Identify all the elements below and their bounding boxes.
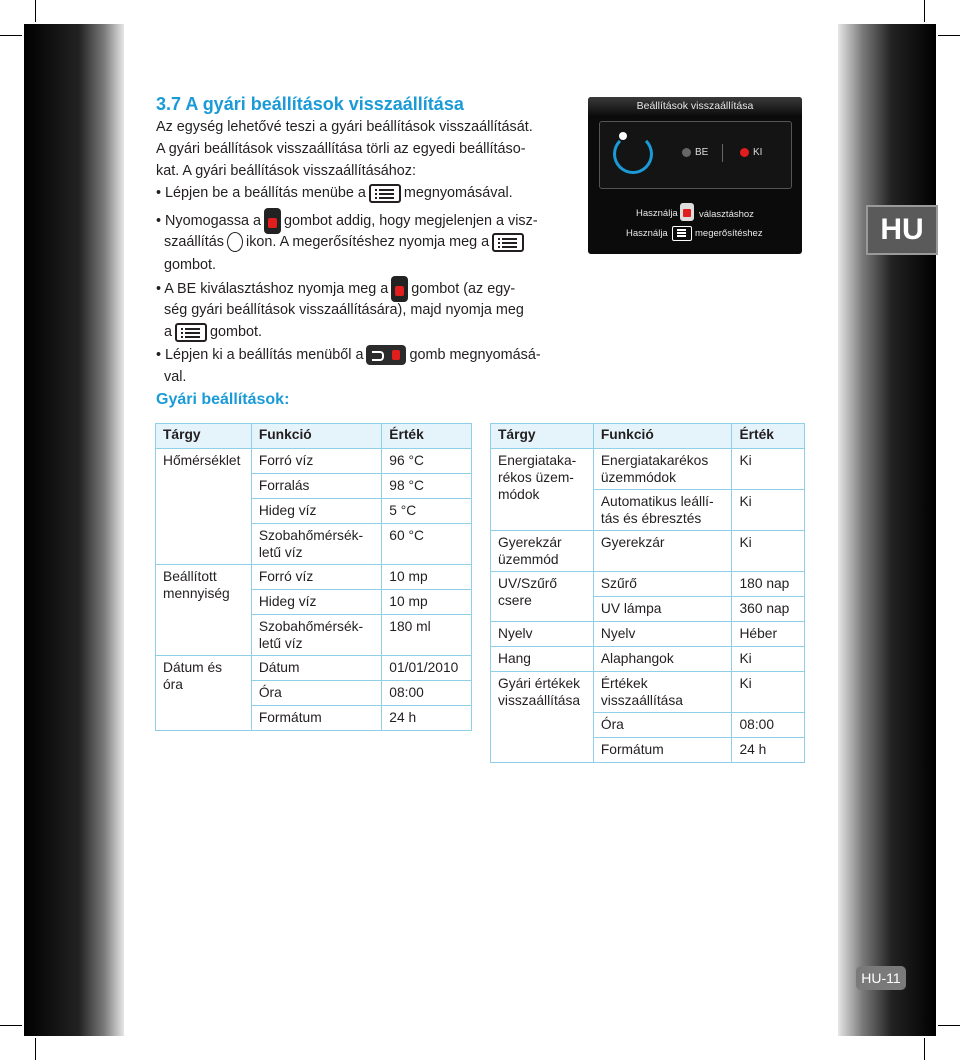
cell-subject: Gyerekzár üzemmód <box>491 531 594 572</box>
header-subject: Tárgy <box>156 424 252 449</box>
header-function: Funkció <box>593 424 732 449</box>
table-row <box>156 656 472 681</box>
header-subject: Tárgy <box>491 424 594 449</box>
cell-function: Formátum <box>593 738 732 763</box>
cell-function: Forralás <box>251 474 381 499</box>
crop-mark <box>35 0 36 22</box>
hint-select-suffix: választáshoz <box>699 209 754 220</box>
cell-subject: UV/Szűrő csere <box>491 572 594 622</box>
cell-value: 24 h <box>382 706 472 731</box>
table-row <box>491 622 805 647</box>
menu-list-icon <box>492 233 524 252</box>
table-row <box>156 565 472 590</box>
header-function: Funkció <box>251 424 381 449</box>
cell-function: Dátum <box>251 656 381 681</box>
crop-mark <box>0 1025 22 1026</box>
cell-function: Energiatakarékos üzemmódok <box>593 449 732 490</box>
divider <box>722 144 723 162</box>
cell-subject: Beállított mennyiség <box>156 565 252 656</box>
cell-function: Szűrő <box>593 572 732 597</box>
crop-mark <box>938 35 960 36</box>
cell-value: 08:00 <box>732 713 805 738</box>
cell-function: Automatikus leállí- tás és ébresztés <box>593 490 732 531</box>
step-text: ikon. A megerősítéshez nyomja meg a <box>246 234 490 250</box>
hint-select-prefix: Használja <box>636 208 678 219</box>
cell-function: Szobahőmérsék- letű víz <box>251 524 381 565</box>
factory-settings-table-right <box>490 423 805 763</box>
cell-function: Szobahőmérsék- letű víz <box>251 615 381 656</box>
menu-list-icon <box>369 184 401 203</box>
step-text: megnyomásával. <box>403 185 513 201</box>
intro-line-2: A gyári beállítások visszaállítása törli az egyedi beállításo- <box>156 141 526 157</box>
table-row <box>491 647 805 672</box>
cell-subject: Energiataka- rékos üzem- módok <box>491 449 594 531</box>
menu-list-icon <box>175 323 207 342</box>
cell-subject: Nyelv <box>491 622 594 647</box>
cell-function: Hideg víz <box>251 590 381 615</box>
cell-value: 180 nap <box>732 572 805 597</box>
step-text: a <box>164 324 173 340</box>
cell-value: Ki <box>732 672 805 713</box>
step-text: szaállítás <box>164 234 224 250</box>
screen-title: Beállítások visszaállítása <box>588 97 802 115</box>
cell-subject: Gyári értékek visszaállítása <box>491 672 594 763</box>
power-button-icon <box>680 203 694 221</box>
step-text: • Lépjen be a beállítás menübe a <box>156 185 366 201</box>
step-1 <box>156 182 513 204</box>
cell-value: 5 °C <box>382 499 472 524</box>
cell-value: 60 °C <box>382 524 472 565</box>
step-2-end: gombot. <box>164 257 216 273</box>
step-text: gombot. <box>210 324 263 340</box>
table-row <box>491 449 805 490</box>
page-number: HU-11 <box>856 966 906 990</box>
intro-line-1: Az egység lehetővé teszi a gyári beállítások visszaállítását. <box>156 119 533 135</box>
cell-value: 360 nap <box>732 597 805 622</box>
header-value: Érték <box>382 424 472 449</box>
cell-value: 10 mp <box>382 590 472 615</box>
cell-value: 08:00 <box>382 681 472 706</box>
cell-value: Ki <box>732 647 805 672</box>
hint-confirm-suffix: megerősítéshez <box>695 228 763 239</box>
table-row <box>491 672 805 713</box>
step-3-end <box>164 321 262 343</box>
intro-line-3: kat. A gyári beállítások visszaállításához: <box>156 163 416 179</box>
step-2-cont <box>164 231 527 253</box>
cell-function: Formátum <box>251 706 381 731</box>
menu-list-icon <box>672 226 692 241</box>
on-label: BE <box>695 147 709 158</box>
cell-subject: Hang <box>491 647 594 672</box>
step-4 <box>156 344 541 366</box>
section-title: 3.7 A gyári beállítások visszaállítása <box>156 94 464 114</box>
table-row <box>156 449 472 474</box>
step-text: • Nyomogassa a <box>156 212 262 229</box>
step-text: gombot addig, hogy megjelenjen a visz- <box>284 212 538 229</box>
header-value: Érték <box>732 424 805 449</box>
reset-arc-icon <box>613 134 653 174</box>
table-row <box>491 572 805 597</box>
right-side-bar <box>838 24 936 1036</box>
factory-settings-table-left <box>155 423 472 731</box>
off-indicator-icon <box>740 148 749 157</box>
back-lock-icon <box>366 345 406 365</box>
cell-value: Ki <box>732 490 805 531</box>
table-row <box>491 531 805 572</box>
cell-function: Értékek visszaállítása <box>593 672 732 713</box>
step-text: gomb megnyomásá- <box>409 347 541 363</box>
on-indicator-icon <box>682 148 691 157</box>
step-3-cont: ség gyári beállítások visszaállítására), majd nyomja meg <box>164 302 524 318</box>
cell-function: Nyelv <box>593 622 732 647</box>
cell-function: Forró víz <box>251 449 381 474</box>
off-label: KI <box>753 147 763 158</box>
cell-subject: Hőmérséklet <box>156 449 252 565</box>
crop-mark <box>924 1038 925 1060</box>
step-4-end: val. <box>164 369 187 385</box>
reset-dot-icon <box>619 132 627 140</box>
step-text: • Lépjen ki a beállítás menüből a <box>156 347 364 363</box>
cell-value: 01/01/2010 <box>382 656 472 681</box>
crop-mark <box>35 1038 36 1060</box>
left-side-bar <box>24 24 124 1036</box>
screen-selector <box>599 121 792 189</box>
cell-function: Alaphangok <box>593 647 732 672</box>
crop-mark <box>938 1025 960 1026</box>
cell-value: Ki <box>732 531 805 572</box>
cell-function: UV lámpa <box>593 597 732 622</box>
step-text: • A BE kiválasztáshoz nyomja meg a <box>156 280 389 297</box>
cell-function: Óra <box>251 681 381 706</box>
cell-function: Forró víz <box>251 565 381 590</box>
factory-settings-heading: Gyári beállítások: <box>156 391 290 408</box>
cell-value: 98 °C <box>382 474 472 499</box>
cell-value: 24 h <box>732 738 805 763</box>
cell-value: Héber <box>732 622 805 647</box>
reset-icon <box>227 232 243 252</box>
cell-value: Ki <box>732 449 805 490</box>
cell-value: 10 mp <box>382 565 472 590</box>
crop-mark <box>924 0 925 22</box>
cell-value: 180 ml <box>382 615 472 656</box>
cell-subject: Dátum és óra <box>156 656 252 731</box>
device-screen <box>588 97 802 254</box>
cell-function: Hideg víz <box>251 499 381 524</box>
cell-function: Óra <box>593 713 732 738</box>
crop-mark <box>0 35 22 36</box>
cell-function: Gyerekzár <box>593 531 732 572</box>
language-badge: HU <box>866 205 938 255</box>
cell-value: 96 °C <box>382 449 472 474</box>
step-text: gombot (az egy- <box>411 280 516 297</box>
hint-confirm-prefix: Használja <box>626 228 668 239</box>
